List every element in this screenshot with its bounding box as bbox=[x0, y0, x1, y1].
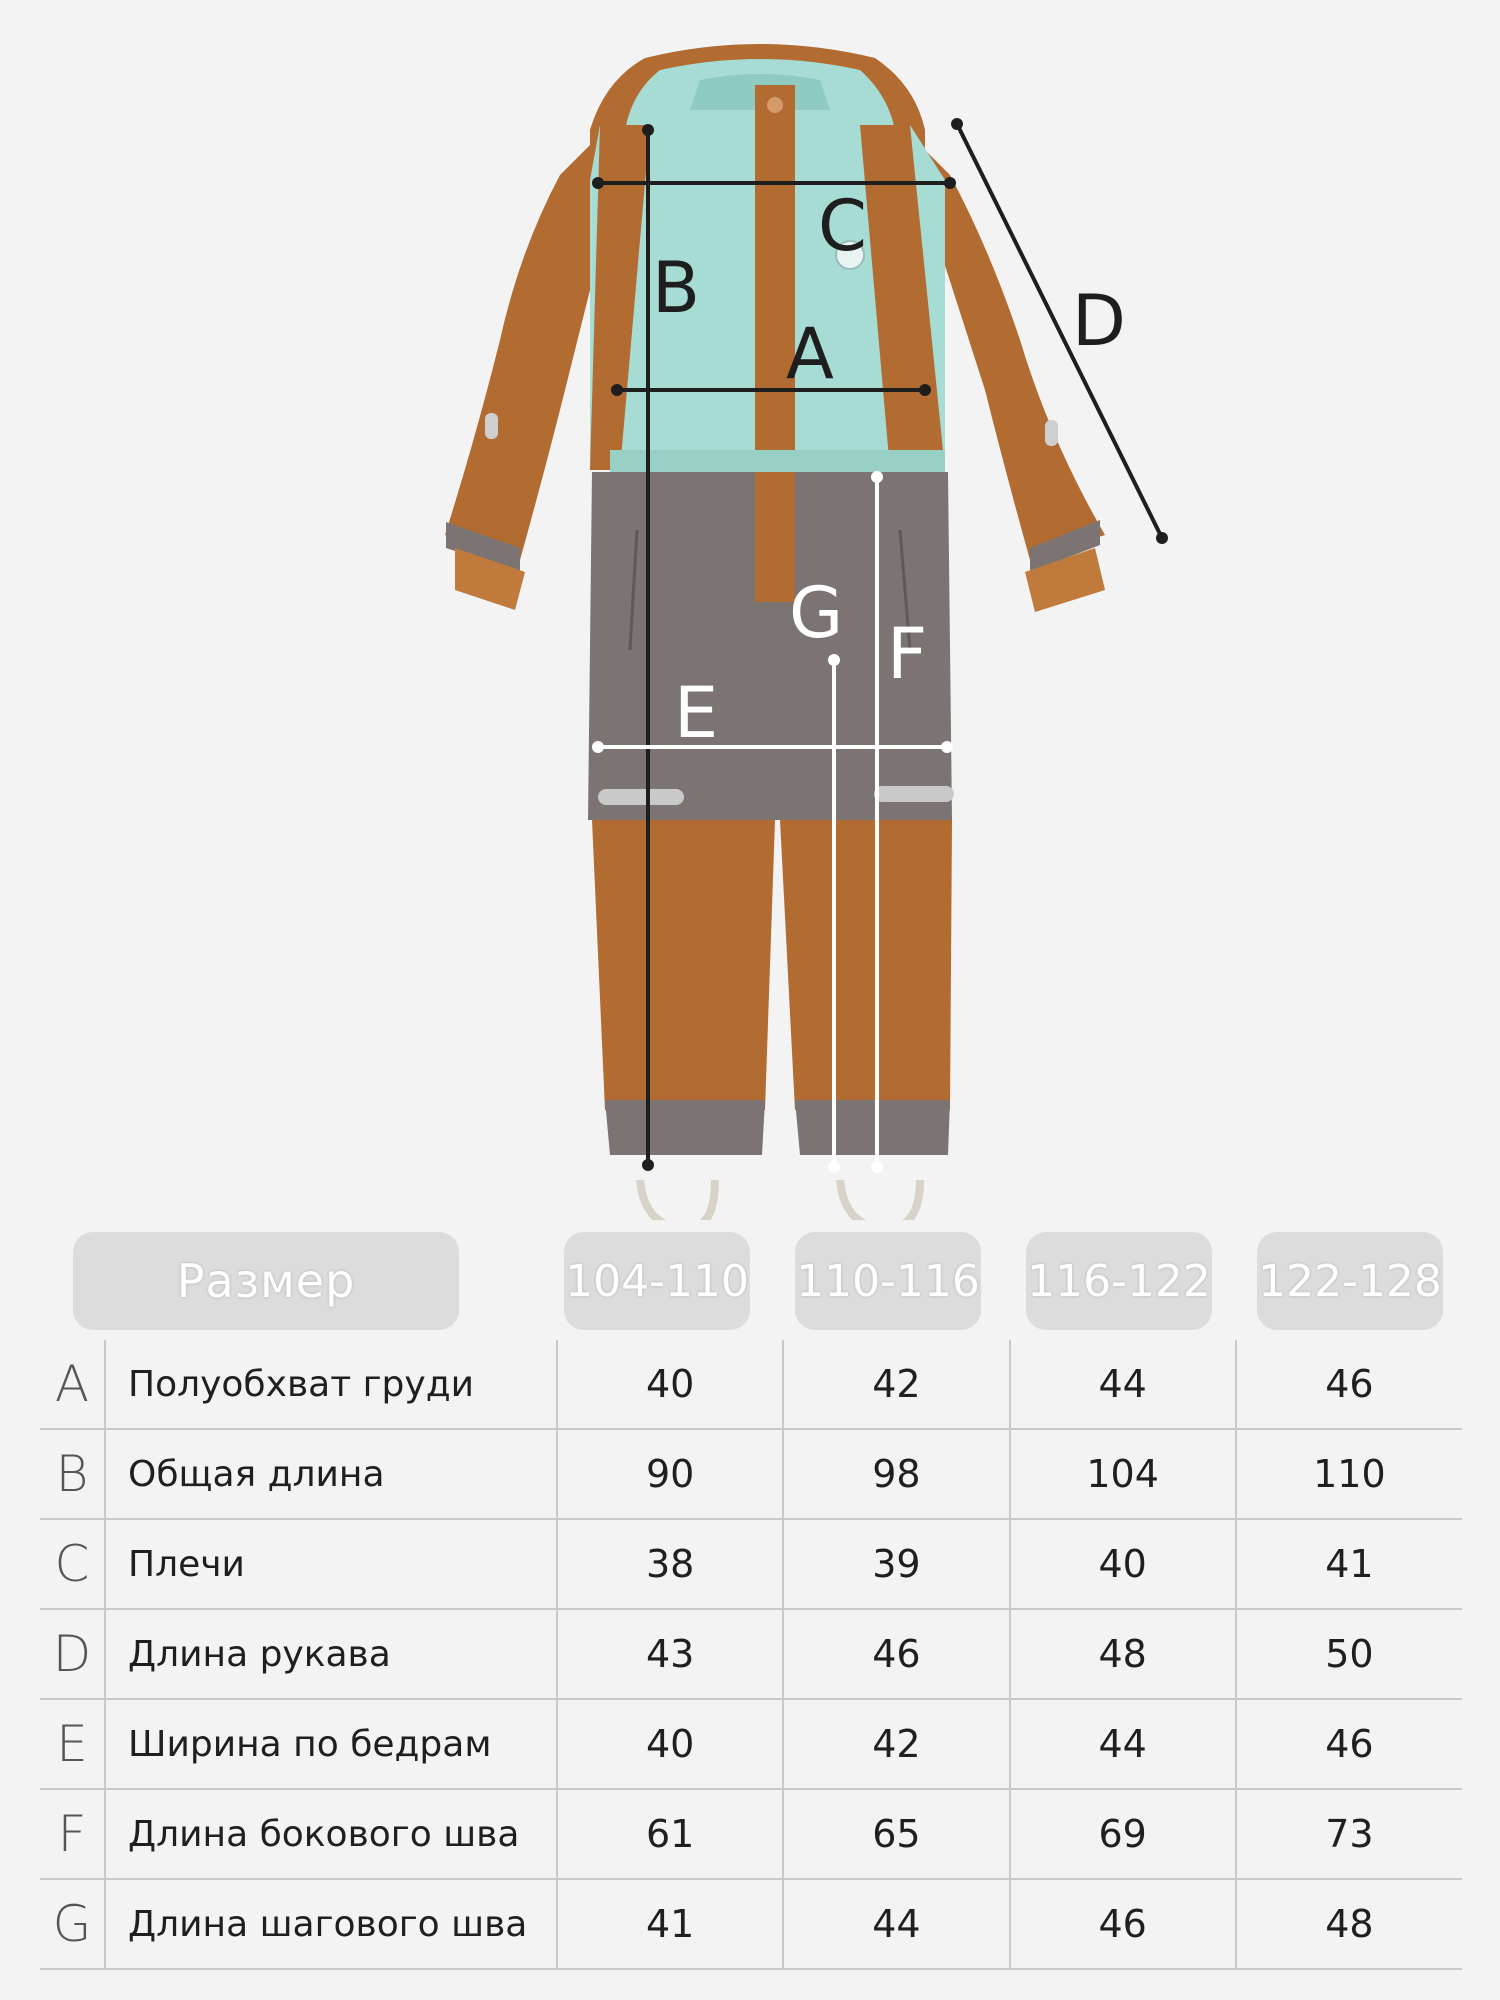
row-value: 90 bbox=[557, 1429, 783, 1519]
row-value: 48 bbox=[1236, 1879, 1462, 1969]
row-letter: E bbox=[40, 1699, 105, 1789]
row-letter: D bbox=[40, 1609, 105, 1699]
row-name: Общая длина bbox=[105, 1429, 557, 1519]
row-value: 46 bbox=[1236, 1699, 1462, 1789]
table-row bbox=[40, 1699, 1462, 1789]
row-name: Длина рукава bbox=[105, 1609, 557, 1699]
row-value: 61 bbox=[557, 1789, 783, 1879]
table-row bbox=[40, 1609, 1462, 1699]
row-value: 48 bbox=[1010, 1609, 1236, 1699]
row-value: 41 bbox=[557, 1879, 783, 1969]
row-letter: A bbox=[40, 1340, 105, 1429]
row-value: 42 bbox=[783, 1340, 1009, 1429]
row-value: 46 bbox=[1236, 1340, 1462, 1429]
row-value: 46 bbox=[783, 1609, 1009, 1699]
table-row bbox=[40, 1429, 1462, 1519]
row-value: 43 bbox=[557, 1609, 783, 1699]
row-name: Полуобхват груди bbox=[105, 1340, 557, 1429]
waist-band bbox=[610, 450, 945, 472]
label-g: G bbox=[789, 572, 844, 654]
row-value: 69 bbox=[1010, 1789, 1236, 1879]
row-value: 42 bbox=[783, 1699, 1009, 1789]
row-value: 40 bbox=[1010, 1519, 1236, 1609]
size-header-label: Размер bbox=[73, 1232, 459, 1330]
row-name: Длина шагового шва bbox=[105, 1879, 557, 1969]
row-letter: G bbox=[40, 1879, 105, 1969]
row-name: Длина бокового шва bbox=[105, 1789, 557, 1879]
row-letter: B bbox=[40, 1429, 105, 1519]
label-c: C bbox=[818, 185, 867, 267]
row-letter: F bbox=[40, 1789, 105, 1879]
label-b: B bbox=[652, 247, 701, 329]
size-header-116-122: 116-122 bbox=[1026, 1232, 1212, 1330]
row-value: 40 bbox=[557, 1340, 783, 1429]
size-header-110-116: 110-116 bbox=[795, 1232, 981, 1330]
row-value: 44 bbox=[783, 1879, 1009, 1969]
row-value: 39 bbox=[783, 1519, 1009, 1609]
label-d: D bbox=[1072, 280, 1126, 362]
row-value: 104 bbox=[1010, 1429, 1236, 1519]
table-row bbox=[40, 1340, 1462, 1429]
label-a: A bbox=[786, 313, 834, 395]
size-table bbox=[40, 1340, 1462, 1970]
table-row bbox=[40, 1789, 1462, 1879]
row-value: 44 bbox=[1010, 1699, 1236, 1789]
label-e: E bbox=[674, 672, 719, 754]
row-value: 73 bbox=[1236, 1789, 1462, 1879]
table-row bbox=[40, 1879, 1462, 1969]
table-row bbox=[40, 1519, 1462, 1609]
row-value: 46 bbox=[1010, 1879, 1236, 1969]
row-value: 50 bbox=[1236, 1609, 1462, 1699]
row-value: 65 bbox=[783, 1789, 1009, 1879]
row-value: 40 bbox=[557, 1699, 783, 1789]
row-value: 41 bbox=[1236, 1519, 1462, 1609]
row-value: 44 bbox=[1010, 1340, 1236, 1429]
row-value: 98 bbox=[783, 1429, 1009, 1519]
row-letter: C bbox=[40, 1519, 105, 1609]
row-name: Ширина по бедрам bbox=[105, 1699, 557, 1789]
row-value: 110 bbox=[1236, 1429, 1462, 1519]
left-sleeve bbox=[445, 130, 605, 610]
size-header-104-110: 104-110 bbox=[564, 1232, 750, 1330]
size-header-122-128: 122-128 bbox=[1257, 1232, 1443, 1330]
row-value: 38 bbox=[557, 1519, 783, 1609]
row-name: Плечи bbox=[105, 1519, 557, 1609]
label-f: F bbox=[887, 613, 928, 695]
